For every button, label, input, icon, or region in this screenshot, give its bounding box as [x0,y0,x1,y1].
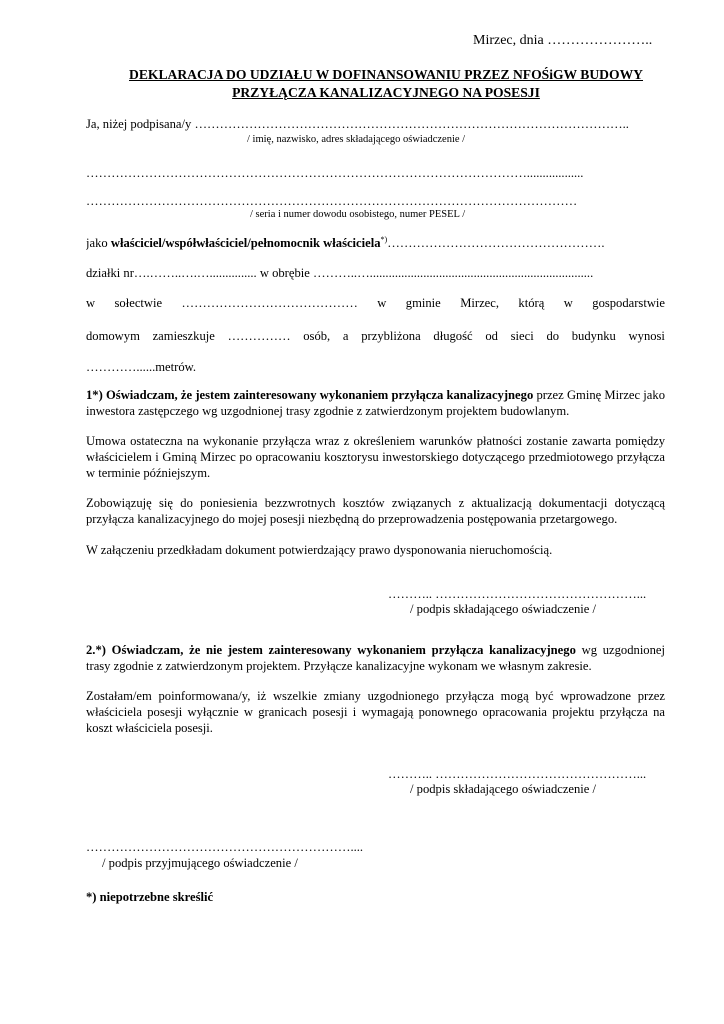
receiver-signature-caption: / podpis przyjmującego oświadczenie / [102,856,298,870]
owner-line [86,235,666,251]
household-word: przybliżona [361,329,421,343]
owner-prefix: jako [86,236,108,251]
option-1-attachment: W załączeniu przedkładam dokument potwierdzający prawo dysponowania nieruchomością. [86,543,553,557]
footnote: *) niepotrzebne skreślić [86,890,214,904]
household-word: od [485,329,498,343]
option-1-contract: Umowa ostateczna na wykonanie przyłącza wraz z określeniem warunków płatności zostanie zawarta pomiędzy właścicielem i Gminą Mirzec po opracowaniu kosztorysu inwestorskiego dotyczącego przedmiotowego przyłącza w terminie późniejszym. [86,434,665,480]
plot-line: działki nr….……..….…............... w obrębie ………..…....................................................................... [86,266,594,280]
meters-line: …………......metrów. [86,360,197,374]
option-2-info: Zostałam/em poinformowana/y, iż wszelkie zmiany uzgodnionego przyłącza mogą być wprowadzone przez właściciela posesji wyłącznie w granicach posesji i wymagają ponownego opracowania projektu przyłącza na koszt właściciela posesji. [86,689,665,735]
village-word: w [563,296,573,310]
village-word: którą [518,296,545,310]
title-line-1: DEKLARACJA DO UDZIAŁU W DOFINANSOWANIU PRZEZ NFOŚiGW BUDOWY [129,67,643,82]
option-1-details: przez Gminę Mirzec jako inwestora zastępczego wg uzgodnionej trasy zgodnie z zatwierdzonym projektem budowlanym. [86,388,665,418]
household-word: zamieszkuje [152,329,215,343]
caption-name-address: / imię, nazwisko, adres składającego oświadczenie / [247,134,466,145]
owner-role: właściciel/współwłaściciel/pełnomocnik właściciela [110,236,381,251]
declarant-prefix: Ja, niżej podpisana/y [86,117,192,131]
option-1-costs: Zobowiązuję się do poniesienia bezzwrotnych kosztów związanych z aktualizacją dokumentacji dotyczącą przyłącza kanalizacyjnego do mojej posesji niezbędną do przeprowadzenia postępowania przetargowego. [86,496,665,526]
household-word: domowym [86,329,140,343]
declarant-line [86,117,666,132]
household-word: sieci [510,329,534,343]
household-word: budynku [571,329,616,343]
signature-caption-1: / podpis składającego oświadczenie / [410,602,597,616]
signature-dots-1: ……….. …………………………………………... [388,587,647,601]
option-2-details: wg uzgodnionej trasy zgodnie z zatwierdzonym projektem. Przyłącze kanalizacyjne wykonam we własnym zakresie. [86,643,665,673]
owner-dots: ……………………………………………. [387,236,605,251]
owner-footnote-mark: *) [380,235,388,244]
household-word: osób, [303,329,331,343]
village-line [86,296,665,311]
signature-caption-2: / podpis składającego oświadczenie / [410,782,597,796]
option-1-paragraph [86,387,665,419]
option-2-statement: 2.*) Oświadczam, że nie jestem zainteresowany wykonaniem przyłącza kanalizacyjnego [86,643,576,657]
household-word: …………… [227,329,291,343]
household-word: a [342,329,349,343]
village-word: gospodarstwie [592,296,666,310]
place-date-line: Mirzec, dnia ………………….. [473,33,653,48]
household-line [86,329,665,344]
title-line-2: PRZYŁĄCZA KANALIZACYJNEGO NA POSESJI [232,85,540,100]
option-1-statement: 1*) Oświadczam, że jestem zainteresowany wykonaniem przyłącza kanalizacyjnego [86,388,534,402]
household-word: wynosi [628,329,665,343]
village-word: gminie [405,296,441,310]
village-label: sołectwie [114,296,163,310]
village-word: w [377,296,387,310]
village-word: Mirzec, [460,296,499,310]
option-2-paragraph [86,642,665,674]
declarant-dots: ………………………………………………………………………………………….. [194,117,629,131]
receiver-signature-dots: ……………………………………………………….... [86,840,364,854]
caption-id-pesel: / seria i numer dowodu osobistego, numer PESEL / [250,209,466,220]
blank-line-3: ……………………………………………………………………………………………………… [86,194,578,208]
household-word: długość [433,329,473,343]
blank-line-2: …………………………………………………………………………………………….................. [86,166,584,180]
household-word: do [546,329,560,343]
signature-dots-2: ……….. …………………………………………... [388,767,647,781]
village-w: w [86,296,96,310]
village-dots: …………………………………… [181,296,358,310]
document-title [60,66,712,102]
